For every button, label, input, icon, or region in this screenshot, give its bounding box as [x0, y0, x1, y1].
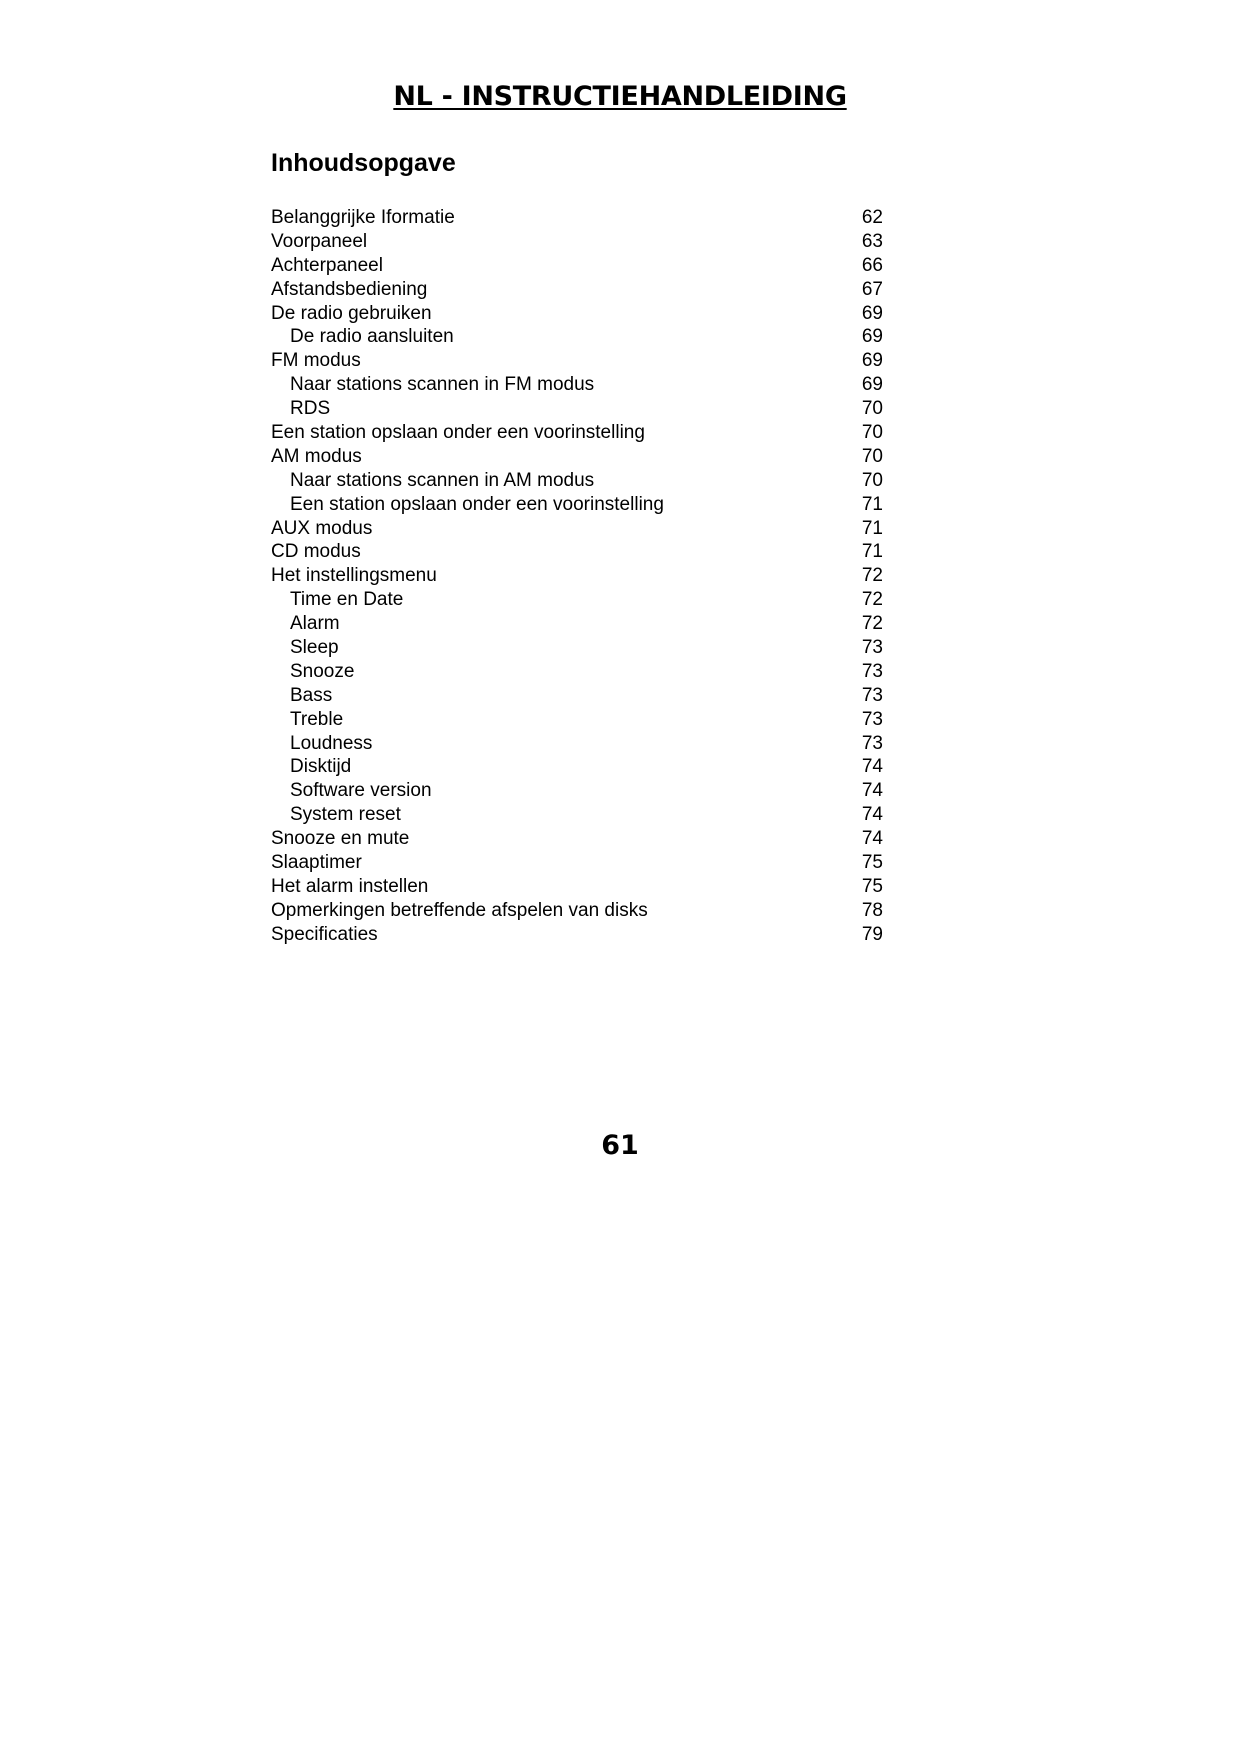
toc-subentry [271, 803, 883, 827]
toc-entry [271, 851, 883, 875]
toc-entry-label: De radio gebruiken [271, 302, 432, 324]
toc-entry-label: Het alarm instellen [271, 875, 429, 897]
toc-entry-label: Afstandsbediening [271, 278, 428, 300]
toc-entry-label: Alarm [290, 613, 340, 635]
toc-entry-page-number: 63 [861, 230, 883, 252]
toc-entry-label: Een station opslaan onder een voorinstelling [290, 493, 664, 515]
toc-entry-page-number: 74 [861, 804, 883, 826]
toc-subentry [271, 397, 883, 421]
toc-subentry [271, 612, 883, 636]
toc-entry-page-number: 69 [861, 302, 883, 324]
toc-entry-page-number: 70 [861, 398, 883, 420]
toc-entry-page-number: 73 [861, 732, 883, 754]
toc-entry [271, 445, 883, 469]
toc-entry-label: Time en Date [290, 589, 404, 611]
toc-heading: Inhoudsopgave [271, 149, 456, 177]
toc-entry [271, 540, 883, 564]
toc-entry [271, 254, 883, 278]
toc-entry-page-number: 73 [861, 637, 883, 659]
toc-entry-label: Software version [290, 780, 432, 802]
toc-subentry [271, 469, 883, 493]
toc-entry [271, 923, 883, 947]
toc-entry-page-number: 75 [861, 852, 883, 874]
toc-entry-page-number: 72 [861, 613, 883, 635]
toc-entry-page-number: 73 [861, 708, 883, 730]
toc-entry-page-number: 74 [861, 828, 883, 850]
toc-entry-page-number: 66 [861, 254, 883, 276]
toc-entry-page-number: 75 [861, 875, 883, 897]
toc-entry-label: Naar stations scannen in FM modus [290, 374, 595, 396]
toc-subentry [271, 325, 883, 349]
toc-entry-label: Voorpaneel [271, 230, 368, 252]
toc-entry-label: AUX modus [271, 517, 373, 539]
toc-entry [271, 517, 883, 541]
toc-entry [271, 278, 883, 302]
toc-entry [271, 827, 883, 851]
toc-entry [271, 564, 883, 588]
toc-entry-page-number: 73 [861, 684, 883, 706]
toc-entry-label: System reset [290, 804, 401, 826]
toc-entry-label: AM modus [271, 445, 362, 467]
toc-entry-label: FM modus [271, 350, 361, 372]
toc-entry [271, 206, 883, 230]
toc-subentry [271, 708, 883, 732]
toc-entry-label: Treble [290, 708, 344, 730]
toc-entry [271, 421, 883, 445]
toc-entry [271, 875, 883, 899]
toc-entry-page-number: 71 [861, 517, 883, 539]
toc-entry-page-number: 79 [861, 923, 883, 945]
toc-entry-label: CD modus [271, 541, 361, 563]
toc-subentry [271, 493, 883, 517]
toc-entry-label: Sleep [290, 637, 339, 659]
toc-subentry [271, 755, 883, 779]
toc-entry-page-number: 70 [861, 422, 883, 444]
toc-entry-page-number: 69 [861, 350, 883, 372]
toc-entry-label: De radio aansluiten [290, 326, 454, 348]
toc-subentry [271, 684, 883, 708]
toc-entry-label: Snooze en mute [271, 828, 410, 850]
toc-entry-label: Opmerkingen betreffende afspelen van disks [271, 899, 648, 921]
toc-entry [271, 302, 883, 326]
toc-entry-page-number: 71 [861, 493, 883, 515]
toc-subentry [271, 588, 883, 612]
toc-entry-label: Een station opslaan onder een voorinstelling [271, 422, 645, 444]
page-title: NL - INSTRUCTIEHANDLEIDING [393, 81, 847, 112]
toc-entry-label: Snooze [290, 660, 355, 682]
toc-subentry [271, 660, 883, 684]
toc-subentry [271, 779, 883, 803]
table-of-contents [271, 206, 883, 947]
toc-entry-label: Disktijd [290, 756, 352, 778]
toc-entry-page-number: 67 [861, 278, 883, 300]
toc-entry-label: Loudness [290, 732, 373, 754]
toc-entry [271, 899, 883, 923]
toc-entry-label: Belanggrijke Iformatie [271, 207, 455, 228]
toc-entry-page-number: 74 [861, 756, 883, 778]
toc-entry-label: RDS [290, 398, 331, 420]
toc-entry-page-number: 70 [861, 445, 883, 467]
page-number: 61 [601, 1130, 639, 1161]
toc-entry-label: Het instellingsmenu [271, 565, 437, 587]
toc-subentry [271, 636, 883, 660]
toc-entry-page-number: 70 [861, 469, 883, 491]
toc-subentry [271, 373, 883, 397]
toc-entry-page-number: 69 [861, 326, 883, 348]
toc-entry [271, 349, 883, 373]
toc-entry-page-number: 74 [861, 780, 883, 802]
toc-entry-label: Achterpaneel [271, 254, 383, 276]
toc-subentry [271, 732, 883, 756]
toc-entry-label: Specificaties [271, 923, 378, 945]
toc-entry-page-number: 78 [861, 899, 883, 921]
toc-entry-page-number: 71 [861, 541, 883, 563]
toc-entry-label: Slaaptimer [271, 852, 362, 874]
toc-entry-label: Naar stations scannen in AM modus [290, 469, 595, 491]
toc-entry-page-number: 69 [861, 374, 883, 396]
toc-entry-page-number: 72 [861, 589, 883, 611]
toc-entry [271, 230, 883, 254]
toc-entry-page-number: 72 [861, 565, 883, 587]
toc-entry-label: Bass [290, 684, 333, 706]
toc-entry-page-number: 73 [861, 660, 883, 682]
toc-entry-page-number: 62 [861, 207, 883, 228]
